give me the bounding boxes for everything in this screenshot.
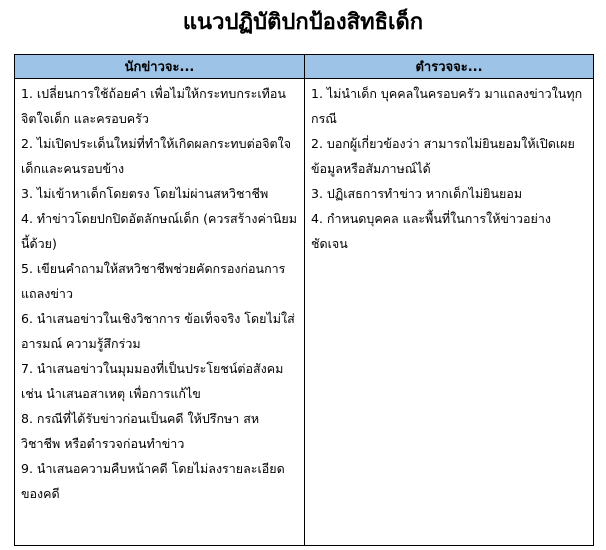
table-row <box>15 79 594 546</box>
police-guidelines-cell <box>305 79 594 546</box>
list-item: 7. นำเสนอข่าวในมุมมองที่เป็นประโยชน์ต่อสังคม เช่น นำเสนอสาเหตุ เพื่อการแก้ไข <box>21 361 284 401</box>
page-title: แนวปฏิบัติปกป้องสิทธิเด็ก <box>182 10 424 35</box>
guidelines-table <box>14 54 594 546</box>
list-item: 4. กำหนดบุคคล และพื้นที่ในการให้ข่าวอย่างชัดเจน <box>311 211 551 251</box>
table-header-row <box>15 55 594 79</box>
journalist-column-header: นักข่าวจะ... <box>15 55 305 79</box>
list-item: 1. เปลี่ยนการใช้ถ้อยคำ เพื่อไม่ให้กระทบกระเทือน จิตใจเด็ก และครอบครัว <box>21 86 286 126</box>
list-item: 1. ไม่นำเด็ก บุคคลในครอบครัว มาแถลงข่าวในทุกกรณี <box>311 86 583 126</box>
list-item: 8. กรณีที่ได้รับข่าวก่อนเป็นคดี ให้ปรึกษา สหวิชาชีพ หรือตำรวจก่อนทำข่าว <box>21 411 260 451</box>
list-item: 2. ไม่เปิดประเด็นใหม่ที่ทำให้เกิดผลกระทบต่อจิตใจ เด็กและคนรอบข้าง <box>21 136 292 176</box>
police-column-header: ตำรวจจะ... <box>305 55 594 79</box>
list-item: 2. บอกผู้เกี่ยวข้องว่า สามารถไม่ยินยอมให้เปิดเผยข้อมูลหรือสัมภาษณ์ได้ <box>311 136 575 176</box>
police-guidelines-list <box>311 81 587 256</box>
journalist-guidelines-list <box>21 81 298 506</box>
list-item: 3. ปฏิเสธการทำข่าว หากเด็กไม่ยินยอม <box>311 186 523 201</box>
list-item: 3. ไม่เข้าหาเด็กโดยตรง โดยไม่ผ่านสหวิชาชีพ <box>21 186 269 201</box>
list-item: 9. นำเสนอความคืบหน้าคดี โดยไม่ลงรายละเอียด ของคดี <box>21 461 285 501</box>
list-item: 5. เขียนคำถามให้สหวิชาชีพช่วยคัดกรองก่อนการแถลงข่าว <box>21 261 286 301</box>
list-item: 4. ทำข่าวโดยปกปิดอัตลักษณ์เด็ก (ควรสร้างค่านิยมนี้ด้วย) <box>21 211 298 251</box>
list-item: 6. นำเสนอข่าวในเชิงวิชาการ ข้อเท็จจริง โดยไม่ใส่ อารมณ์ ความรู้สึกร่วม <box>21 311 295 351</box>
journalist-guidelines-cell <box>15 79 305 546</box>
